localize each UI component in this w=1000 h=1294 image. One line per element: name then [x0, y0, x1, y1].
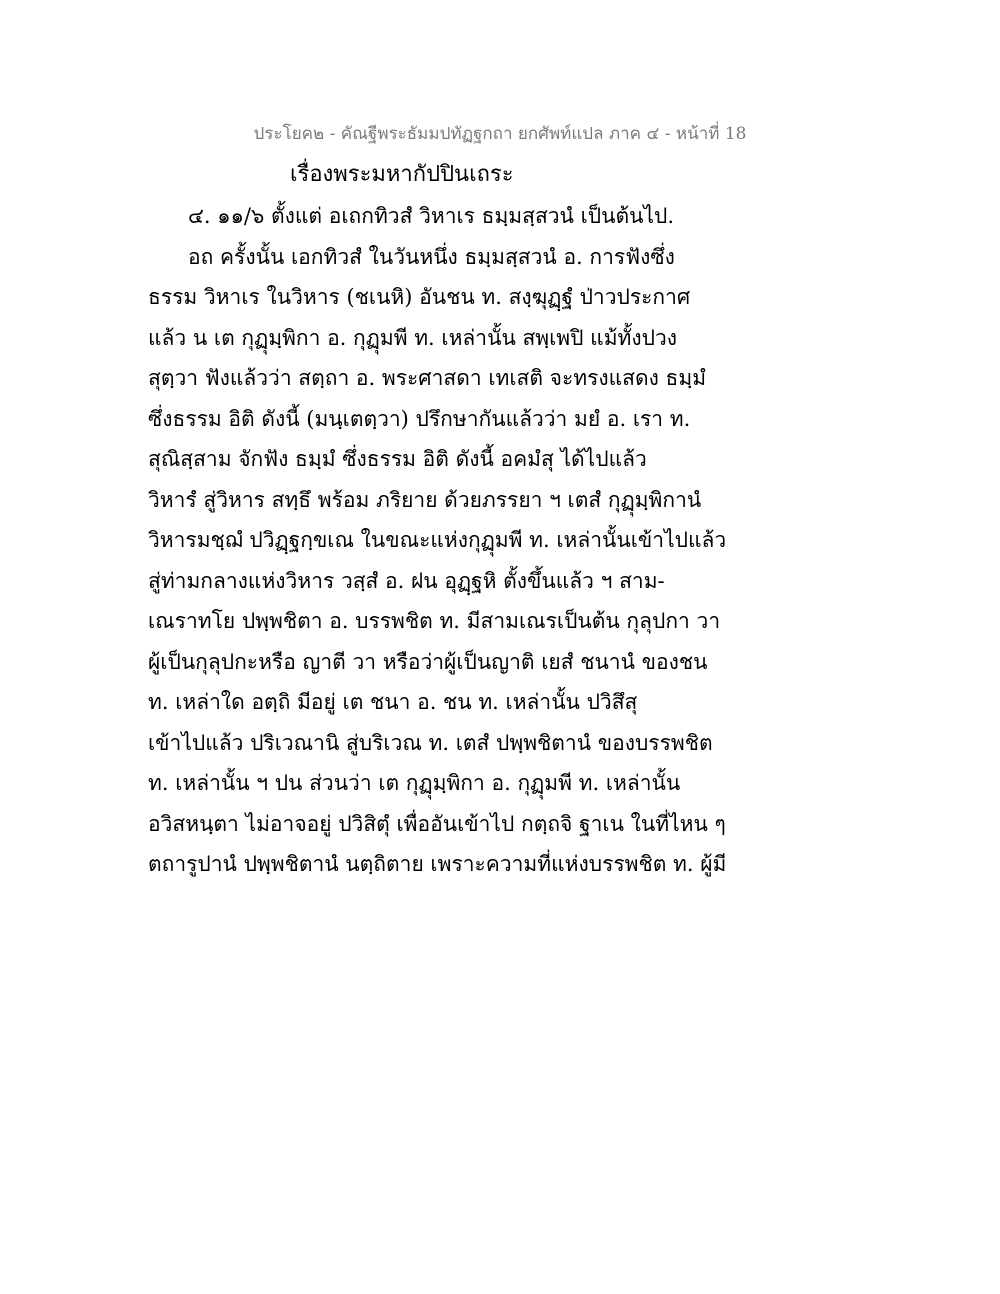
text-line: สุตฺวา ฟังแล้วว่า สตฺถา อ. พระศาสดา เทเสติ จะทรงแสดง ธมฺมํ	[148, 366, 707, 390]
text-line: วิหารมชฺฌํ ปวิฏฺฐกฺขเณ ในขณะแห่งกุฏุมพี ท. เหล่านั้นเข้าไปแล้ว	[148, 528, 727, 552]
running-header	[0, 120, 1000, 147]
running-header-text: ประโยค๒ - คัณฐีพระธัมมปทัฏฐกถา ยกศัพท์แปล ภาค ๔ - หน้าที่ 18	[253, 124, 747, 144]
text-line: เข้าไปแล้ว ปริเวณานิ สู่บริเวณ ท. เตสํ ปพฺพชิตานํ ของบรรพชิต	[148, 730, 713, 755]
text-line: สุณิสฺสาม จักฟัง ธมฺมํ ซึ่งธรรม อิติ ดังนี้ อคมํสุ ได้ไปแล้ว	[148, 447, 647, 471]
text-line: อถ ครั้งนั้น เอกทิวสํ ในวันหนึ่ง ธมฺมสฺสวนํ อ. การฟังซึ่ง	[188, 244, 675, 269]
text-line: วิหารํ สู่วิหาร สทฺธึ พร้อม ภริยาย ด้วยภรรยา ฯ เตสํ กุฏุมฺพิกานํ	[148, 487, 702, 512]
text-line: เณราทโย ปพฺพชิตา อ. บรรพชิต ท. มีสามเณรเป็นต้น กุลุปกา วา	[148, 609, 721, 633]
text-line: ผู้เป็นกุลุปกะหรือ ญาตี วา หรือว่าผู้เป็นญาติ เยสํ ชนานํ ของชน	[148, 649, 708, 674]
text-line: ๔. ๑๑/๖ ตั้งแต่ อเถกทิวสํ วิหาเร ธมฺมสฺสวนํ เป็นต้นไป.	[188, 204, 675, 228]
text-line: ซึ่งธรรม อิติ ดังนี้ (มนฺเตตฺวา) ปรึกษากันแล้วว่า มยํ อ. เรา ท.	[148, 406, 691, 431]
text-line: ท. เหล่าใด อตฺถิ มีอยู่ เต ชนา อ. ชน ท. เหล่านั้น ปวิสึสุ	[148, 690, 638, 714]
story-title: เรื่องพระมหากัปปินเถระ	[290, 162, 514, 187]
text-line: สู่ท่ามกลางแห่งวิหาร วสฺสํ อ. ฝน อุฏฺฐหิ ตั้งขึ้นแล้ว ฯ สาม-	[148, 568, 665, 593]
text-line: ท. เหล่านั้น ฯ ปน ส่วนว่า เต กุฏุมฺพิกา อ. กุฏุมพี ท. เหล่านั้น	[148, 771, 681, 795]
text-line: ธรรม วิหาเร ในวิหาร (ชเนหิ) อันชน ท. สงฺฆุฏฺฐํ ป่าวประกาศ	[148, 285, 691, 309]
text-line: แล้ว น เต กุฏุมฺพิกา อ. กุฏุมพี ท. เหล่านั้น สพฺเพปิ แม้ทั้งปวง	[148, 325, 678, 350]
body-text	[148, 196, 727, 885]
text-line: ตถารูปานํ ปพฺพชิตานํ นตฺถิตาย เพราะความที่แห่งบรรพชิต ท. ผู้มี	[148, 852, 727, 876]
text-line: อวิสหนฺตา ไม่อาจอยู่ ปวิสิตุํ เพื่ออันเข้าไป กตฺถจิ ฐาเน ในที่ไหน ๆ	[148, 811, 726, 836]
